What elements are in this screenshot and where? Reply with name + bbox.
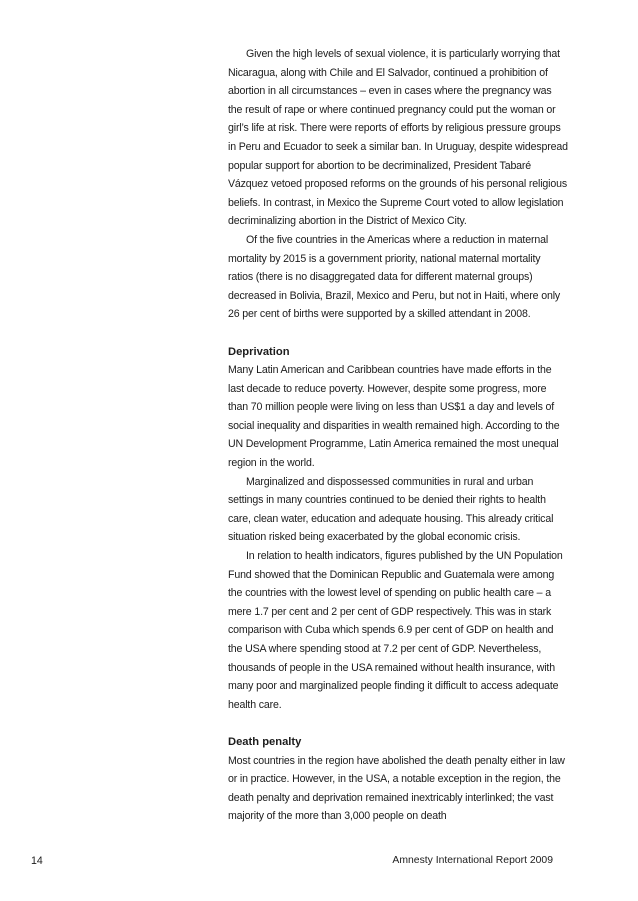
paragraph-maternal-mortality: Of the five countries in the Americas where a reduction in maternal mortality by 2015 is a government priority, national maternal mortality ratios (there is no disaggregated data for different maternal groups) decreased in Bolivia, Brazil, Mexico and Peru, but not in Haiti, where only 26 per cent of births were supported by a skilled attendant in 2008. [228, 233, 561, 321]
paragraph-poverty: Many Latin American and Caribbean countries have made efforts in the last decade to reduce poverty. However, despite some progress, more than 70 million people were living on less than US$1 a day and levels of social inequality and disparities in wealth remained high. According to the UN Development Programme, Latin America remained the most unequal region in the world. [228, 364, 560, 470]
paragraph-health-indicators: In relation to health indicators, figures published by the UN Population Fund showed that the Dominican Republic and Guatemala were among the countries with the lowest level of spending on public health care – a mere 1.7 per cent and 2 per cent of GDP respectively. This was in stark comparison with Cuba which spends 6.9 per cent of GDP on health and the USA where spending stood at 7.2 per cent of GDP. Nevertheless, thousands of people in the USA remained without health insurance, with many poor and marginalized people finding it difficult to access adequate health care. [228, 550, 563, 711]
section-heading-death-penalty: Death penalty [228, 735, 302, 748]
section-spacer [228, 714, 568, 733]
paragraph-marginalized-communities: Marginalized and dispossessed communities in rural and urban settings in many countries continued to be denied their rights to health care, clean water, education and adequate housing. This already critical situation risked being exacerbated by the global economic crisis. [228, 475, 554, 544]
paragraph-death-penalty: Most countries in the region have abolished the death penalty either in law or in practice. However, in the USA, a notable exception in the region, the death penalty and deprivation remained inextricably interlinked; the vast majority of the more than 3,000 people on death [228, 754, 565, 823]
paragraph-abortion-prohibition: Given the high levels of sexual violence, it is particularly worrying that Nicaragua, along with Chile and El Salvador, continued a prohibition of abortion in all circumstances – even in cases where the pregnancy was the result of rape or where continued pregnancy could put the woman or girl’s life at risk. There were reports of efforts by religious pressure groups in Peru and Ecuador to seek a similar ban. In Uruguay, despite widespread popular support for abortion to be decriminalized, President Tabaré Vázquez vetoed proposed reforms on the grounds of his personal religious beliefs. In contrast, in Mexico the Supreme Court voted to allow legislation decriminalizing abortion in the District of Mexico City. [228, 48, 568, 228]
page-number: 14 [31, 855, 43, 867]
running-footer: Amnesty International Report 2009 [392, 855, 553, 866]
section-spacer [228, 324, 568, 343]
section-heading-deprivation: Deprivation [228, 345, 290, 358]
article-body [228, 45, 568, 826]
